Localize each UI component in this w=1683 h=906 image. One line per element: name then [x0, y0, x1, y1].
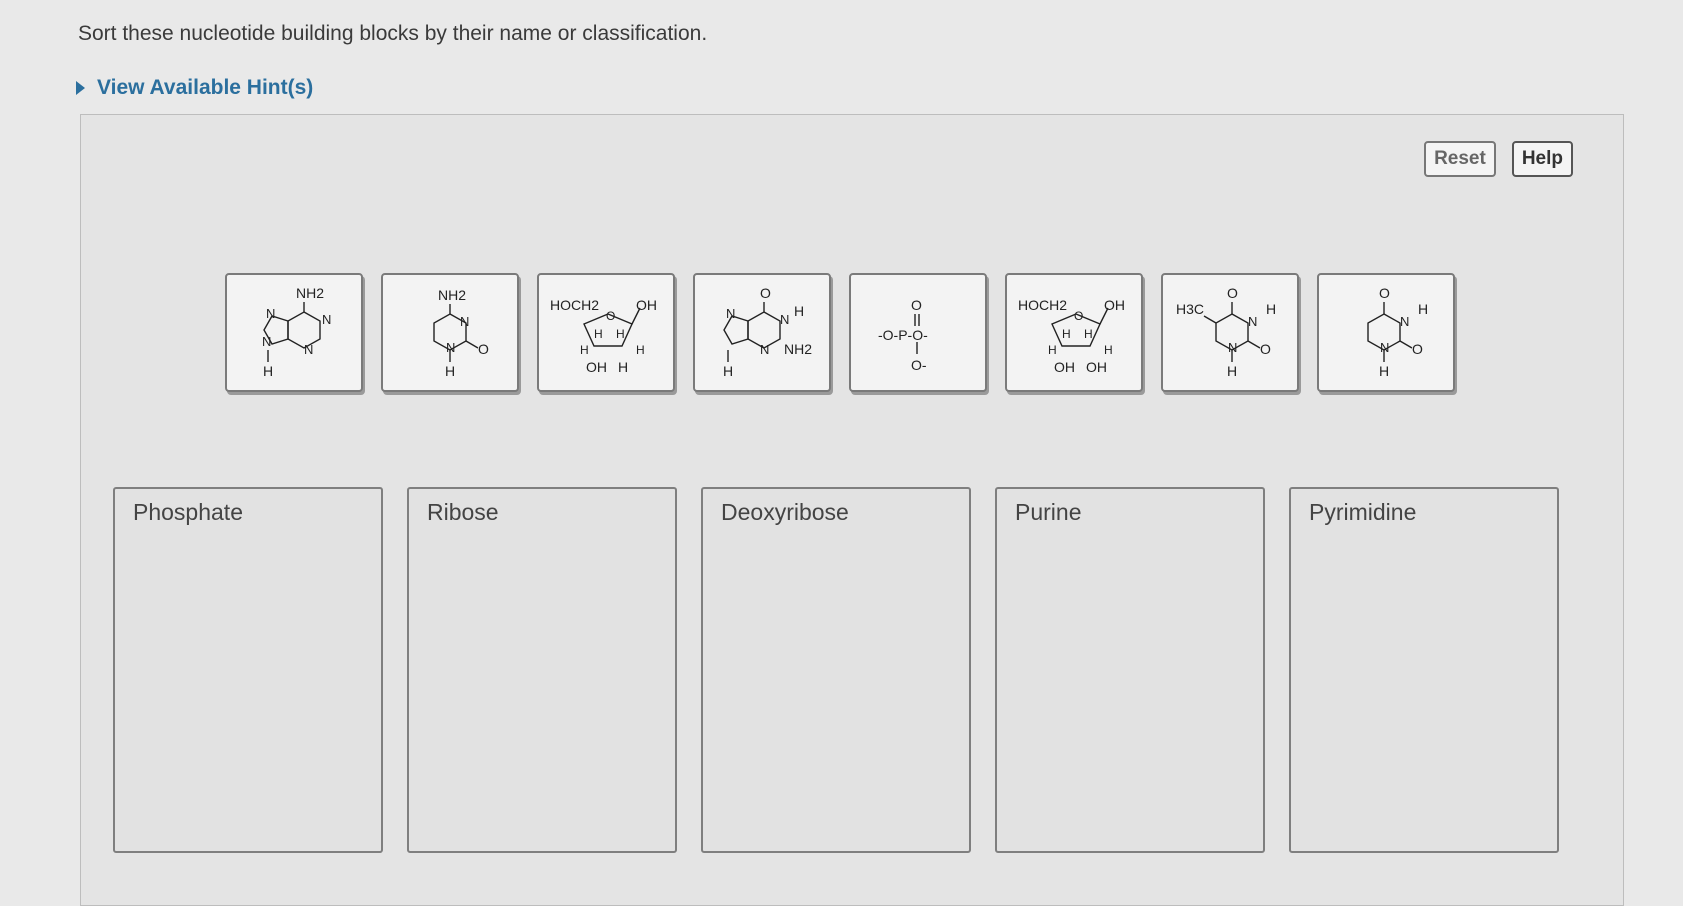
svg-text:N: N	[322, 311, 332, 327]
svg-text:H: H	[723, 362, 734, 379]
tile-guanine[interactable]	[693, 273, 831, 392]
svg-text:H: H	[618, 358, 629, 375]
hint-link-label: View Available Hint(s)	[97, 76, 314, 99]
tile-ribose[interactable]	[537, 273, 675, 392]
svg-text:N: N	[1248, 313, 1258, 329]
svg-text:O-: O-	[911, 356, 927, 373]
sorting-panel	[80, 114, 1624, 906]
draggable-tiles	[225, 273, 1455, 392]
svg-text:H3C: H3C	[1176, 300, 1205, 317]
svg-text:HOCH2: HOCH2	[1018, 296, 1068, 313]
svg-text:OH: OH	[1054, 358, 1075, 375]
ribose-structure-icon	[544, 280, 668, 386]
tile-pentose-sugar-2[interactable]	[1005, 273, 1143, 392]
svg-text:H: H	[445, 362, 456, 379]
svg-text:N: N	[1228, 339, 1238, 355]
svg-text:H: H	[616, 326, 625, 341]
svg-text:O: O	[478, 340, 489, 357]
svg-text:H: H	[1048, 342, 1057, 357]
svg-text:OH: OH	[1104, 296, 1125, 313]
svg-text:H: H	[594, 326, 603, 341]
svg-text:O: O	[1260, 340, 1271, 357]
svg-text:H: H	[1104, 342, 1113, 357]
drop-zone-label: Ribose	[427, 499, 499, 525]
svg-text:N: N	[726, 305, 736, 321]
svg-text:H: H	[1227, 362, 1238, 379]
phosphate-structure-icon	[856, 280, 980, 386]
thymine-structure-icon	[1168, 280, 1292, 386]
svg-text:O: O	[1074, 308, 1084, 323]
svg-text:OH: OH	[636, 296, 657, 313]
svg-text:H: H	[1062, 326, 1071, 341]
svg-text:N: N	[266, 305, 276, 321]
svg-text:-O-P-O-: -O-P-O-	[878, 326, 928, 343]
svg-text:N: N	[304, 341, 314, 357]
svg-text:NH2: NH2	[296, 284, 325, 301]
svg-text:N: N	[780, 311, 790, 327]
reset-button[interactable]: Reset	[1424, 141, 1496, 177]
svg-text:O: O	[911, 296, 922, 313]
svg-text:N: N	[1400, 313, 1410, 329]
drop-zone-label: Purine	[1015, 499, 1082, 525]
view-hints-toggle[interactable]	[76, 76, 313, 100]
sugar-structure-icon	[1012, 280, 1136, 386]
drop-zone-label: Phosphate	[133, 499, 243, 525]
tile-thymine[interactable]	[1161, 273, 1299, 392]
drop-zone-phosphate[interactable]	[113, 487, 383, 853]
svg-text:NH2: NH2	[438, 286, 467, 303]
svg-text:H: H	[1418, 300, 1429, 317]
svg-text:N: N	[460, 313, 470, 329]
svg-text:H: H	[1379, 362, 1390, 379]
panel-toolbar	[1424, 141, 1573, 177]
guanine-structure-icon	[700, 280, 824, 386]
svg-text:O: O	[760, 284, 771, 301]
expand-triangle-icon	[76, 81, 85, 95]
question-text: Sort these nucleotide building blocks by their name or classification.	[78, 22, 708, 45]
drop-zone-label: Pyrimidine	[1309, 499, 1417, 525]
cytosine-structure-icon	[388, 280, 512, 386]
svg-text:H: H	[1084, 326, 1093, 341]
svg-text:H: H	[794, 302, 805, 319]
help-button[interactable]: Help	[1512, 141, 1573, 177]
drop-zone-label: Deoxyribose	[721, 499, 849, 525]
svg-text:O: O	[1379, 284, 1390, 301]
uracil-structure-icon	[1324, 280, 1448, 386]
drop-targets	[113, 487, 1559, 853]
tile-phosphate[interactable]	[849, 273, 987, 392]
drop-zone-purine[interactable]	[995, 487, 1265, 853]
svg-text:O: O	[606, 308, 616, 323]
svg-text:N: N	[262, 333, 272, 349]
svg-text:H: H	[580, 342, 589, 357]
drop-zone-deoxyribose[interactable]	[701, 487, 971, 853]
svg-text:H: H	[263, 362, 274, 379]
tile-adenine[interactable]	[225, 273, 363, 392]
svg-text:O: O	[1412, 340, 1423, 357]
tile-cytosine[interactable]	[381, 273, 519, 392]
svg-text:N: N	[1380, 339, 1390, 355]
svg-text:NH2: NH2	[784, 340, 813, 357]
svg-text:H: H	[1266, 300, 1277, 317]
svg-text:H: H	[636, 342, 645, 357]
svg-text:O: O	[1227, 284, 1238, 301]
svg-text:HOCH2: HOCH2	[550, 296, 600, 313]
adenine-structure-icon	[232, 280, 356, 386]
drop-zone-pyrimidine[interactable]	[1289, 487, 1559, 853]
svg-text:N: N	[760, 341, 770, 357]
svg-text:N: N	[446, 339, 456, 355]
drop-zone-ribose[interactable]	[407, 487, 677, 853]
svg-text:OH: OH	[586, 358, 607, 375]
tile-uracil[interactable]	[1317, 273, 1455, 392]
svg-text:OH: OH	[1086, 358, 1107, 375]
